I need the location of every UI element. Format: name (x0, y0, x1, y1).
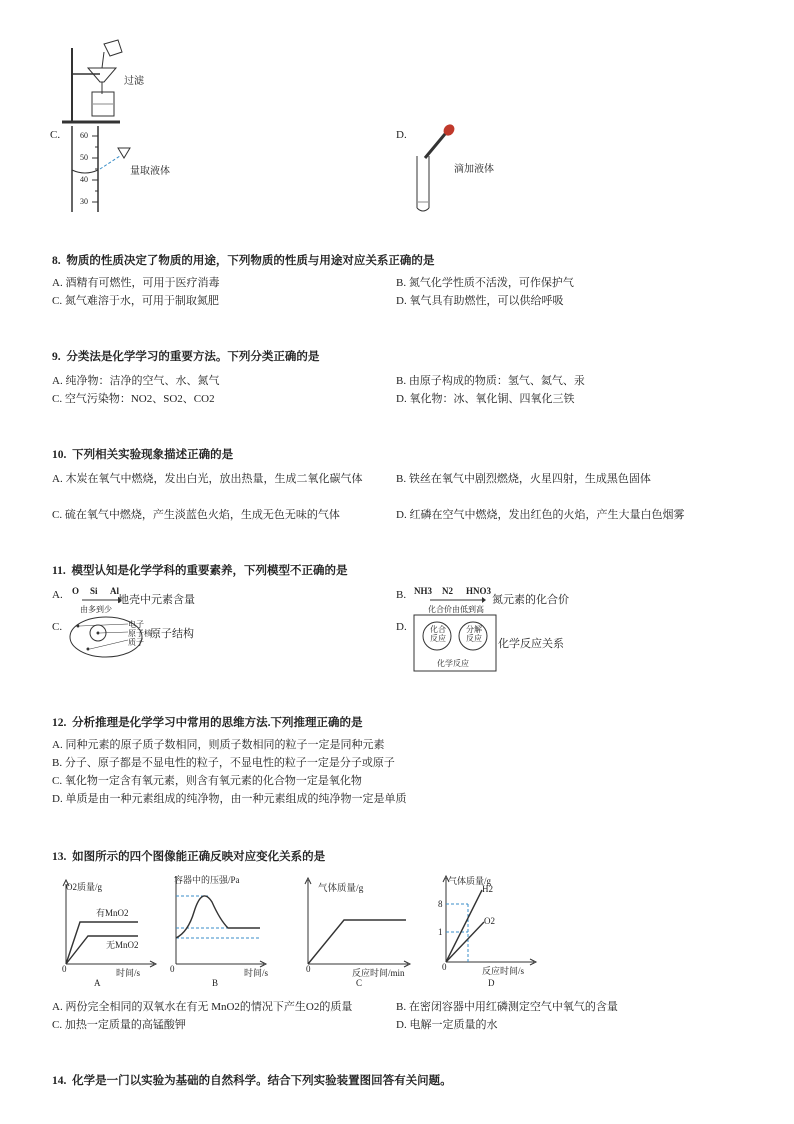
q11b-nh3: NH3 (414, 586, 432, 596)
q9-stem (52, 348, 319, 364)
q8-option-c[interactable]: C. 氮气难溶于水，可用于制取氮肥 (52, 295, 219, 307)
q11-option-b[interactable]: B. (396, 589, 407, 601)
graph-d-tick-8: 8 (438, 899, 443, 909)
graph-a-curve2: 无MnO2 (106, 940, 139, 950)
graph-d-tick-1: 1 (438, 927, 443, 937)
q11a-o: O (72, 586, 80, 596)
graph-d-o2: O2 (484, 916, 495, 926)
q12-number: 12. (52, 717, 67, 729)
q12-option-b[interactable]: B. 分子、原子都是不显电性的粒子，不显电性的粒子一定是分子或原子 (52, 757, 395, 769)
q12-option-c[interactable]: C. 氧化物一定含有氧元素，则含有氧元素的化合物一定是氧化物 (52, 775, 362, 787)
tick-50: 50 (80, 153, 88, 162)
graph-b-letter: B (212, 978, 219, 988)
graph-c-letter: C (356, 978, 363, 988)
q8-stem (52, 252, 434, 268)
graph-b-ylabel: 容器中的压强/Pa (174, 875, 240, 885)
graph-d-ylabel: 气体质量/g (448, 876, 492, 886)
q9-option-b[interactable]: B. 由原子构成的物质：氢气、氦气、汞 (396, 375, 585, 387)
option-d-letter: D. (396, 129, 407, 141)
decomposition-reaction-label: 分解反应 (466, 625, 482, 643)
q12-stem (52, 714, 363, 730)
graph-a-xlabel: 时间/s (116, 968, 141, 978)
q8-option-d[interactable]: D. 氧气具有助燃性，可以供给呼吸 (396, 295, 564, 307)
graph-d-h2: H2 (482, 884, 493, 894)
q13-number: 13. (52, 851, 67, 863)
q11-text: 模型认知是化学学科的重要素养，下列模型不正确的是 (71, 565, 348, 577)
q11-stem (52, 562, 348, 578)
graph-b-xlabel: 时间/s (244, 968, 269, 978)
measure-label: 量取液体 (130, 166, 170, 177)
tick-60: 60 (80, 131, 88, 140)
q8-text: 物质的性质决定了物质的用途，下列物质的性质与用途对应关系正确的是 (66, 255, 435, 267)
q10-option-c[interactable]: C. 硫在氧气中燃烧，产生淡蓝色火焰，生成无色无味的气体 (52, 509, 340, 521)
graph-c-xlabel: 反应时间/min (352, 968, 405, 978)
dropper-label: 滴加液体 (454, 164, 494, 175)
q14-text: 化学是一门以实验为基础的自然科学。结合下列实验装置图回答有关问题。 (72, 1075, 452, 1087)
q12-text: 分析推理是化学学习中常用的思维方法.下列推理正确的是 (72, 717, 363, 729)
q14-stem (52, 1072, 452, 1088)
q13-stem (52, 848, 325, 864)
q11b-caption: 氮元素的化合价 (492, 594, 569, 606)
q13-option-d[interactable]: D. 电解一定质量的水 (396, 1019, 498, 1031)
q10-text: 下列相关实验现象描述正确的是 (72, 449, 234, 461)
q13-option-a[interactable]: A. 两份完全相同的双氧水在有无 MnO2的情况下产生O2的质量 (52, 1001, 353, 1013)
q8-option-b[interactable]: B. 氮气化学性质不活泼，可作保护气 (396, 277, 574, 289)
option-c-letter: C. (50, 129, 61, 141)
q13-option-c[interactable]: C. 加热一定质量的高锰酸钾 (52, 1019, 186, 1031)
tick-40: 40 (80, 175, 88, 184)
graph-a-ylabel: O2质量/g (66, 882, 103, 892)
graph-b (168, 872, 268, 976)
graph-a-origin: 0 (62, 964, 67, 974)
q10-number: 10. (52, 449, 67, 461)
graph-a-curve1: 有MnO2 (96, 908, 129, 918)
q10-option-b[interactable]: B. 铁丝在氧气中剧烈燃烧，火星四射，生成黑色固体 (396, 473, 651, 485)
q11c-caption: 原子结构 (150, 628, 194, 640)
q9-option-d[interactable]: D. 氧化物：冰、氧化铜、四氧化三铁 (396, 393, 575, 405)
atom-nucleus-label: 原子核 (128, 629, 152, 638)
graph-d-origin: 0 (442, 962, 447, 972)
q11b-arrow (430, 597, 486, 603)
q9-option-c[interactable]: C. 空气污染物：NO2、SO2、CO2 (52, 393, 215, 405)
q10-option-d[interactable]: D. 红磷在空气中燃烧，发出红色的火焰，产生大量白色烟雾 (396, 509, 685, 521)
q8-number: 8. (52, 255, 61, 267)
graph-c-ylabel: 气体质量/g (318, 884, 364, 894)
q11-option-d[interactable]: D. (396, 621, 407, 633)
q11a-arrow (82, 597, 122, 603)
q11a-si: Si (90, 586, 98, 596)
atom-proton-label: 质子 (128, 638, 144, 647)
q10-stem (52, 446, 233, 462)
q9-option-a[interactable]: A. 纯净物：洁净的空气、水、氮气 (52, 375, 220, 387)
q11a-caption: 地壳中元素含量 (118, 594, 195, 606)
q9-number: 9. (52, 351, 61, 363)
graph-d-xlabel: 反应时间/s (482, 966, 525, 976)
q11a-al: Al (110, 586, 119, 596)
q11-option-a[interactable]: A. (52, 589, 63, 601)
q8-option-a[interactable]: A. 酒精有可燃性，可用于医疗消毒 (52, 277, 220, 289)
chemical-reaction-label: 化学反应 (437, 659, 469, 668)
q13-option-b[interactable]: B. 在密闭容器中用红磷测定空气中氧气的含量 (396, 1001, 618, 1013)
atom-electron-label: 电子 (128, 620, 144, 629)
tick-30: 30 (80, 197, 88, 206)
q9-text: 分类法是化学学习的重要方法。下列分类正确的是 (66, 351, 320, 363)
graph-a-letter: A (94, 978, 101, 988)
combination-reaction-label: 化合反应 (430, 625, 446, 643)
q13-text: 如图所示的四个图像能正确反映对应变化关系的是 (72, 851, 326, 863)
q11b-n2: N2 (442, 586, 453, 596)
graph-d-letter: D (488, 978, 495, 988)
q11a-order: 由多到少 (80, 605, 112, 614)
q11d-caption: 化学反应关系 (498, 638, 564, 650)
q11-option-c[interactable]: C. (52, 621, 63, 633)
q14-number: 14. (52, 1075, 67, 1087)
q12-option-d[interactable]: D. 单质是由一种元素组成的纯净物，由一种元素组成的纯净物一定是单质 (52, 793, 407, 805)
q11b-order: 化合价由低到高 (428, 605, 484, 614)
graph-b-origin: 0 (170, 964, 175, 974)
q11-number: 11. (52, 565, 66, 577)
graph-c-origin: 0 (306, 964, 311, 974)
q12-option-a[interactable]: A. 同种元素的原子质子数相同，则质子数相同的粒子一定是同种元素 (52, 739, 385, 751)
filter-label: 过滤 (124, 76, 144, 87)
q10-option-a[interactable]: A. 木炭在氧气中燃烧，发出白光，放出热量，生成二氧化碳气体 (52, 473, 363, 485)
q11b-hno3: HNO3 (466, 586, 492, 596)
